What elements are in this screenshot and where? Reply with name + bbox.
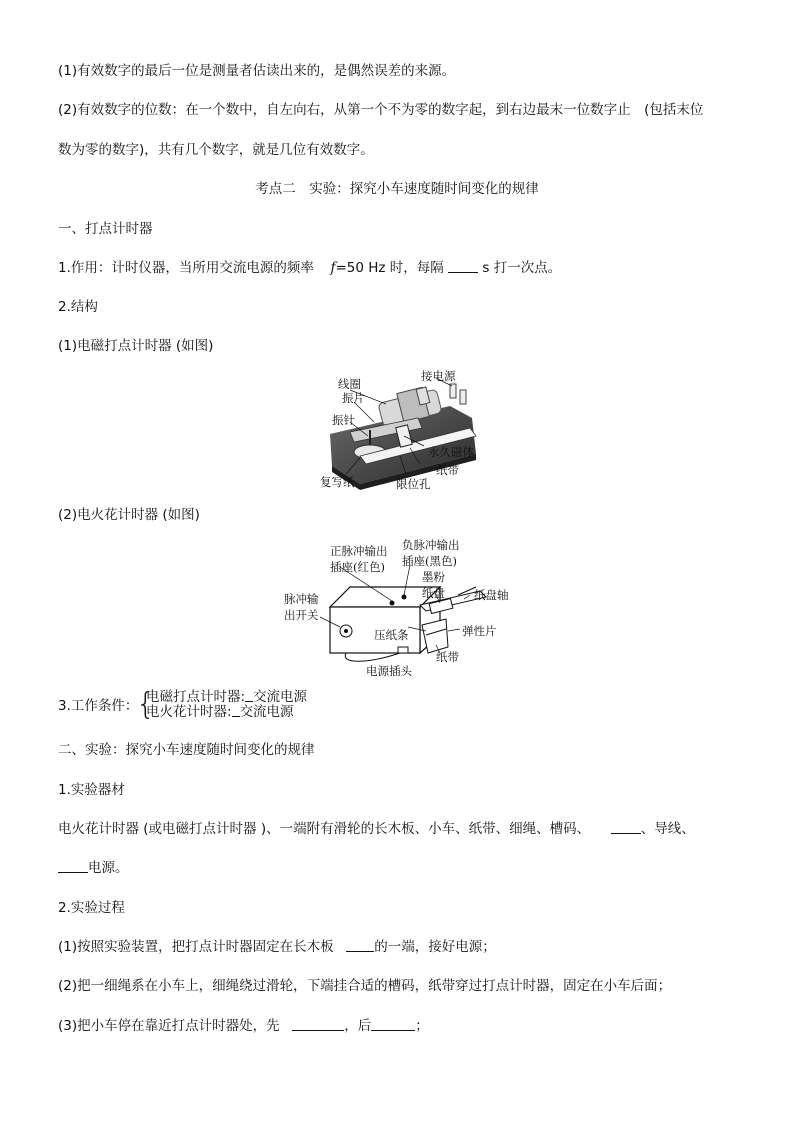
label-carbon: 复写纸 [320, 475, 355, 489]
equipment-text: 电火花计时器 (或电磁打点计时器 )、一端附有滑轮的长木板、小车、纸带、细绳、槽码、 [58, 821, 591, 837]
label-neg-out-2: 插座(黑色) [402, 554, 457, 568]
step-3 [58, 1017, 429, 1035]
label-power: 接电源 [421, 369, 456, 383]
spark-timer-caption: (2)电火花计时器 (如图) [58, 507, 200, 523]
function-line [58, 259, 561, 277]
working-conditions-label: 3.工作条件： [58, 698, 139, 714]
equipment-line [58, 820, 695, 838]
condition-em: 电磁打点计时器: 交流电源 [146, 689, 308, 705]
terminal-right [460, 390, 466, 404]
label-magnet: 永久磁体 [428, 445, 474, 459]
label-pos-out-1: 正脉冲输出 [330, 544, 388, 558]
step-2: (2)把一细绳系在小车上，细绳绕过滑轮，下端挂合适的槽码，纸带穿过打点计时器，固定在小车后面； [58, 978, 672, 994]
function-text-post: s 打一次点。 [482, 260, 562, 276]
label-tape: 纸带 [436, 650, 459, 664]
paragraph-2-cont: 数为零的数字)，共有几个数字，就是几位有效数字。 [58, 142, 374, 158]
structure-heading: 2.结构 [58, 299, 98, 315]
label-tape: 纸带 [436, 463, 459, 477]
em-timer-caption: (1)电磁打点计时器 (如图) [58, 338, 214, 354]
neg-socket [402, 595, 407, 600]
step-3-text-c: ； [415, 1018, 429, 1034]
paragraph-1: (1)有效数字的最后一位是测量者估读出来的，是偶然误差的来源。 [58, 63, 456, 79]
equipment-heading: 1.实验器材 [58, 782, 125, 798]
equipment-line-2 [58, 859, 129, 877]
label-ink-2: 纸盘 [422, 586, 445, 600]
spark-timer-figure [280, 535, 520, 680]
blank-step-3a[interactable] [292, 1017, 344, 1031]
step-3-text-b: ，后 [344, 1018, 372, 1034]
blank-spark-voltage[interactable] [232, 705, 240, 717]
heading-experiment: 二、实验：探究小车速度随时间变化的规律 [58, 742, 315, 758]
pos-socket [390, 601, 395, 606]
process-heading: 2.实验过程 [58, 900, 125, 916]
label-plug: 电源插头 [366, 664, 412, 678]
step-3-text: (3)把小车停在靠近打点计时器处，先 [58, 1018, 280, 1034]
label-spring: 弹性片 [462, 624, 497, 638]
label-pos-out-2: 插座(红色) [330, 560, 385, 574]
plug [398, 647, 408, 653]
equipment-text-b: 、导线、 [640, 821, 695, 837]
label-coil: 线圈 [338, 377, 361, 391]
electromagnetic-timer-figure [300, 366, 500, 494]
label-switch-2: 出开关 [284, 608, 319, 622]
label-needle: 振针 [332, 413, 355, 427]
brace-symbol: { [136, 687, 156, 722]
label-press-bar: 压纸条 [374, 628, 409, 642]
blank-interval[interactable] [448, 259, 478, 273]
section-title: 考点二 实验：探究小车速度随时间变化的规律 [255, 181, 539, 197]
label-switch-1: 脉冲输 [284, 592, 319, 606]
blank-equipment-2[interactable] [58, 859, 88, 873]
label-vibrator: 振片 [342, 391, 365, 405]
step-1 [58, 938, 496, 956]
function-text: 1.作用：计时仪器，当所用交流电源的频率 [58, 260, 314, 276]
paragraph-2: (2)有效数字的位数：在一个数中，自左向右，从第一个不为零的数字起，到右边最末一位数字止 (包括末位 [58, 102, 704, 118]
condition-spark: 电火花计时器: 交流电源 [146, 704, 294, 720]
terminal-left [450, 384, 456, 398]
power-cord [345, 653, 400, 661]
label-ink-1: 墨粉 [422, 570, 445, 584]
equipment-text-c: 电源。 [88, 860, 129, 876]
function-text-mid: =50 Hz 时，每隔 [335, 260, 444, 276]
heading-timer: 一、打点计时器 [58, 221, 153, 237]
step-1-text: (1)按照实验装置，把打点计时器固定在长木板 [58, 939, 334, 955]
frequency-symbol: f [330, 260, 336, 276]
label-neg-out-1: 负脉冲输出 [402, 538, 460, 552]
label-disc-axis: 纸盘轴 [474, 588, 509, 602]
label-limit-hole: 限位孔 [396, 477, 431, 491]
blank-step-1[interactable] [346, 938, 374, 952]
blank-em-voltage[interactable] [245, 690, 253, 702]
blank-equipment-1[interactable] [611, 820, 641, 834]
step-1-text-b: 的一端，接好电源； [374, 939, 496, 955]
blank-step-3b[interactable] [371, 1017, 415, 1031]
